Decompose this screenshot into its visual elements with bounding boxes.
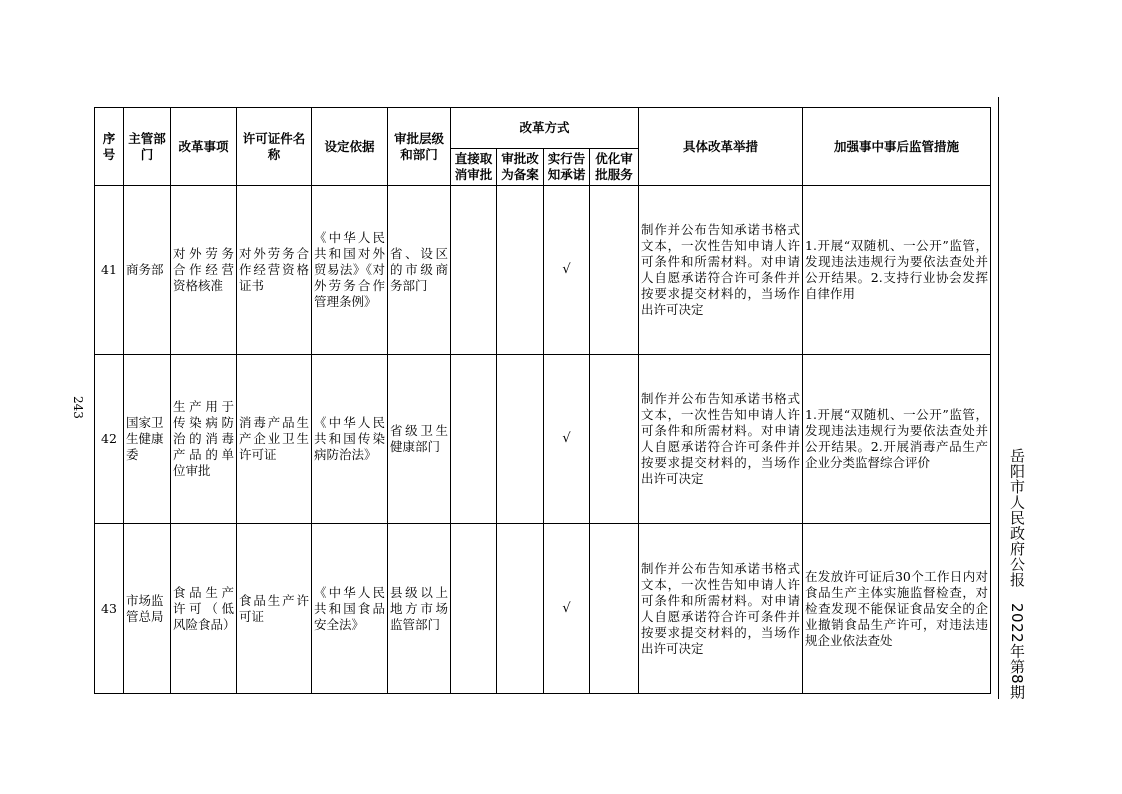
header-level: 审批层级和部门 [388, 108, 451, 186]
row-supervision: 1.开展“双随机、一公开”监管，发现违法违规行为要依法查处并公开结果。2.支持行业协会发挥自律作用 [803, 186, 991, 355]
row-method-filing [497, 186, 544, 355]
header-method-optimize: 优化审批服务 [590, 149, 639, 186]
row-level: 县级以上地方市场监管部门 [388, 524, 451, 694]
row-basis: 《中华人民共和国对外贸易法》《对外劳务合作管理条例》 [312, 186, 388, 355]
row-license: 食品生产许可证 [237, 524, 312, 694]
row-method-filing [497, 355, 544, 524]
header-supervision: 加强事中事后监管措施 [803, 108, 991, 186]
header-method-promise: 实行告知承诺 [544, 149, 590, 186]
row-license: 对外劳务合作经营资格证书 [237, 186, 312, 355]
header-item: 改革事项 [171, 108, 237, 186]
margin-rule [998, 97, 999, 699]
row-supervision: 在发放许可证后30个工作日内对食品生产主体实施监督检查，对检查发现不能保证食品安全的企业撤销食品生产许可，对违法违规企业依法查处 [803, 524, 991, 694]
row-dept: 国家卫生健康委 [124, 355, 171, 524]
row-measures: 制作并公布告知承诺书格式文本，一次性告知申请人许可条件和所需材料。对申请人自愿承诺符合许可条件并按要求提交材料的，当场作出许可决定 [639, 524, 803, 694]
row-level: 省级卫生健康部门 [388, 355, 451, 524]
row-method-cancel [451, 524, 497, 694]
journal-title: 岳阳市人民政府公报 2022年第8期 [1008, 448, 1026, 700]
row-method-optimize [590, 524, 639, 694]
row-method-optimize [590, 355, 639, 524]
header-method-group: 改革方式 [451, 108, 639, 149]
row-method-cancel [451, 355, 497, 524]
header-method-filing: 审批改为备案 [497, 149, 544, 186]
row-seq: 41 [95, 186, 124, 355]
header-dept: 主管部门 [124, 108, 171, 186]
row-basis: 《中华人民共和国传染病防治法》 [312, 355, 388, 524]
table-row [95, 524, 991, 694]
row-dept: 市场监管总局 [124, 524, 171, 694]
row-method-promise-check: √ [544, 186, 590, 355]
row-license: 消毒产品生产企业卫生许可证 [237, 355, 312, 524]
row-item: 食品生产许可（低风险食品） [171, 524, 237, 694]
row-method-filing [497, 524, 544, 694]
page-number: 243 [71, 396, 85, 419]
header-row-1 [95, 108, 991, 149]
row-measures: 制作并公布告知承诺书格式文本，一次性告知申请人许可条件和所需材料。对申请人自愿承诺符合许可条件并按要求提交材料的，当场作出许可决定 [639, 186, 803, 355]
header-basis: 设定依据 [312, 108, 388, 186]
row-measures: 制作并公布告知承诺书格式文本，一次性告知申请人许可条件和所需材料。对申请人自愿承诺符合许可条件并按要求提交材料的，当场作出许可决定 [639, 355, 803, 524]
header-measures: 具体改革举措 [639, 108, 803, 186]
row-dept: 商务部 [124, 186, 171, 355]
table-row [95, 186, 991, 355]
row-item: 对外劳务合作经营资格核准 [171, 186, 237, 355]
row-method-promise-check: √ [544, 524, 590, 694]
header-seq: 序号 [95, 108, 124, 186]
row-level: 省、设区的市级商务部门 [388, 186, 451, 355]
row-basis: 《中华人民共和国食品安全法》 [312, 524, 388, 694]
row-seq: 42 [95, 355, 124, 524]
row-method-promise-check: √ [544, 355, 590, 524]
header-license: 许可证件名称 [237, 108, 312, 186]
row-supervision: 1.开展“双随机、一公开”监管，发现违法违规行为要依法查处并公开结果。2.开展消毒产品生产企业分类监督综合评价 [803, 355, 991, 524]
row-method-optimize [590, 186, 639, 355]
reform-table [94, 107, 991, 694]
row-item: 生产用于传染病防治的消毒产品的单位审批 [171, 355, 237, 524]
row-method-cancel [451, 186, 497, 355]
header-method-cancel: 直接取消审批 [451, 149, 497, 186]
table-row [95, 355, 991, 524]
row-seq: 43 [95, 524, 124, 694]
